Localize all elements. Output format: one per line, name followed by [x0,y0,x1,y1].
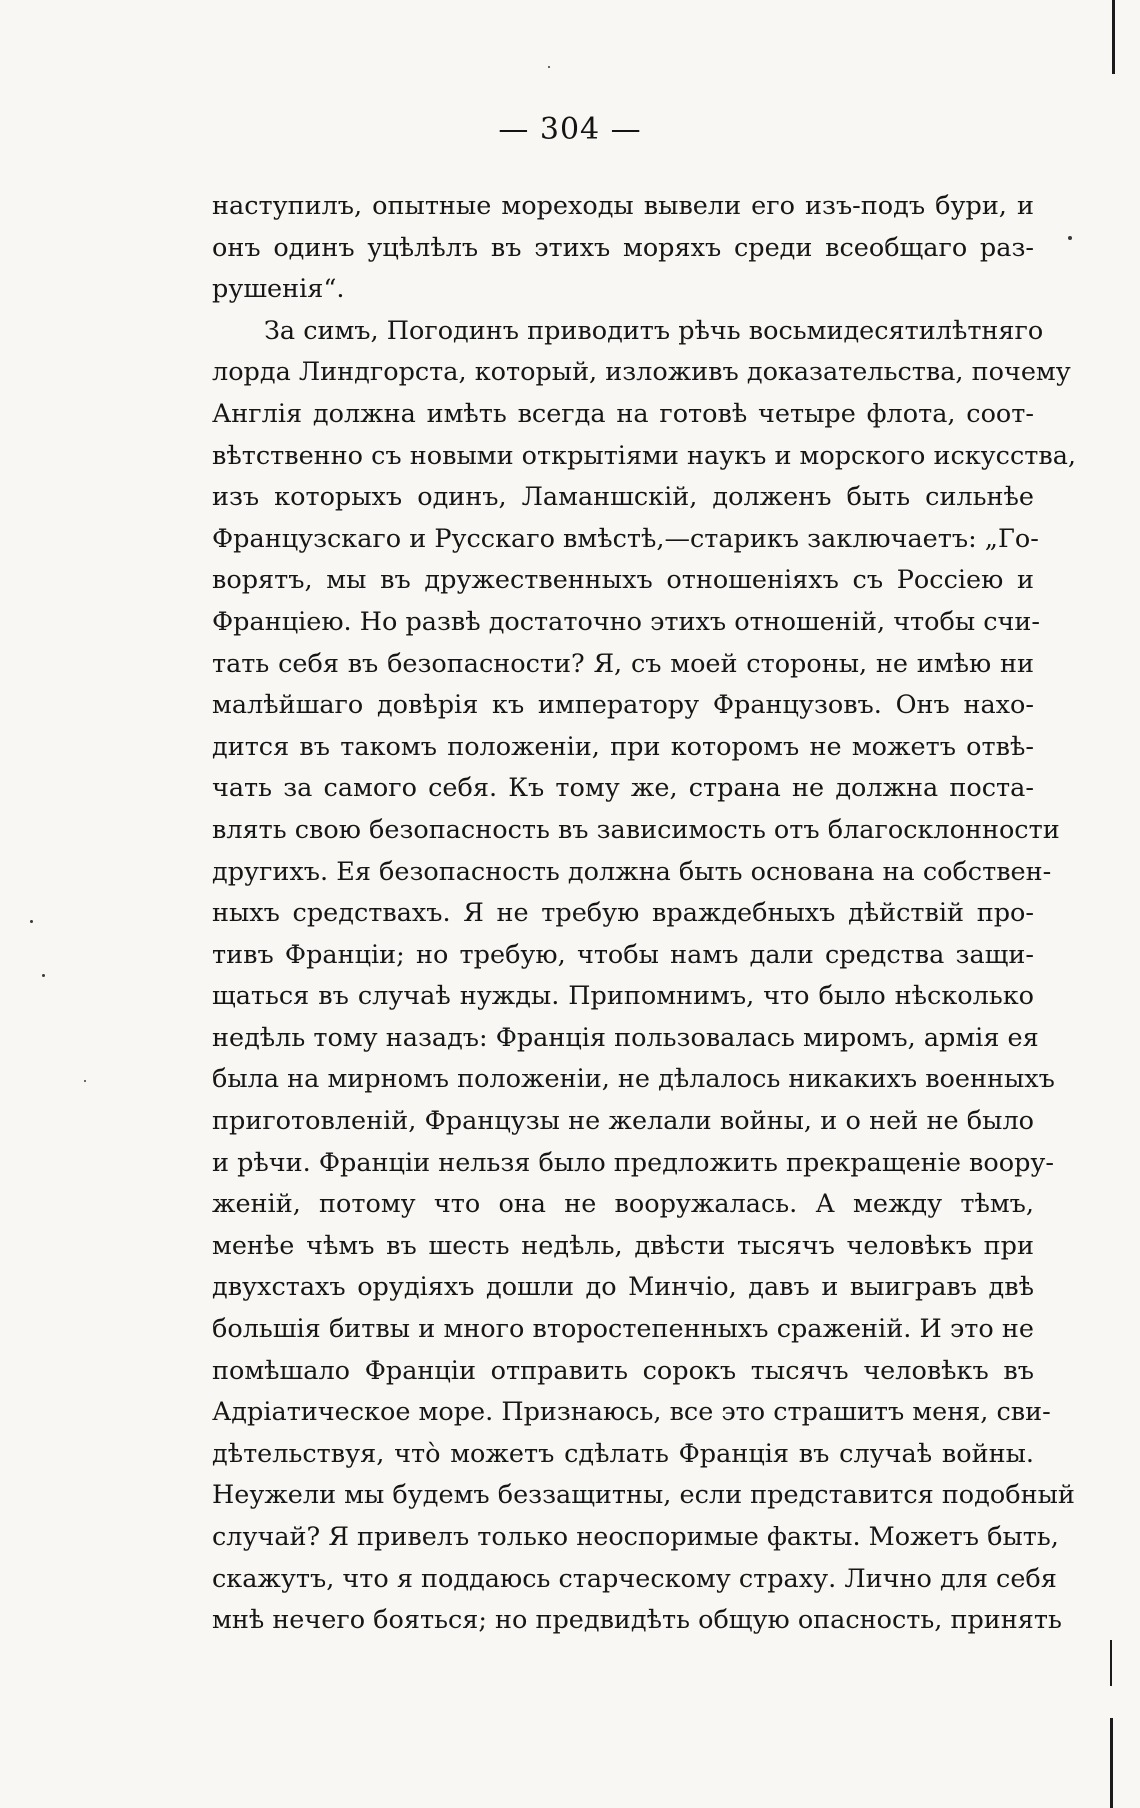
scan-edge-top [1112,0,1115,74]
text-line: мнѣ нечего бояться; но предвидѣть общую опасность, принять [212,1605,1062,1636]
text-line: скажутъ, что я поддаюсь старческому страху. Лично для себя [212,1563,1057,1594]
text-line: тать себя въ безопасности? Я, съ моей стороны, не имѣю ни [212,648,1034,679]
text-line: дится въ такомъ положеніи, при которомъ не можетъ отвѣ- [212,731,1034,762]
text-line: была на мирномъ положеніи, не дѣлалось никакихъ военныхъ [212,1064,1055,1095]
text-line: Французскаго и Русскаго вмѣстѣ,—старикъ заключаетъ: „Го- [212,523,1039,554]
body-text [212,186,1076,1642]
text-line: недѣль тому назадъ: Франція пользовалась миромъ, армія ея [212,1022,1039,1053]
text-line: наступилъ, опытные мореходы вывели его изъ-подъ бури, и [212,191,1034,221]
text-line: рушенія“. [212,274,345,305]
text-line: большія битвы и много второстепенныхъ сраженій. И это не [212,1314,1034,1345]
text-line: чать за самого себя. Къ тому же, страна не должна поста- [212,773,1034,804]
text-line: другихъ. Ея безопасность должна быть основана на собствен- [212,856,1052,887]
page-number: — 304 — [498,112,642,147]
scan-speck [30,920,33,923]
text-line: приготовленій, Французы не желали войны, и о ней не было [212,1106,1034,1137]
text-line: вѣтственно съ новыми открытіями наукъ и морского искусства, [212,440,1076,471]
scan-edge-mid [1110,1640,1112,1686]
text-line: малѣйшаго довѣрія къ императору Французовъ. Онъ нахо- [212,690,1034,721]
text-line: лорда Линдгорста, который, изложивъ доказательства, почему [212,357,1071,388]
text-line: женій, потому что она не вооружалась. А между тѣмъ, [212,1189,1034,1220]
paragraph-start-line: За симъ, Погодинъ приводитъ рѣчь восьмидесятилѣтняго [264,315,1044,346]
scan-speck [42,974,45,977]
text-line: Франціею. Но развѣ достаточно этихъ отношеній, чтобы счи- [212,606,1041,637]
text-line: Англія должна имѣть всегда на готовѣ четыре флота, соот- [212,398,1034,429]
text-line: двухстахъ орудіяхъ дошли до Минчіо, давъ и выигравъ двѣ [212,1272,1034,1303]
text-line: щаться въ случаѣ нужды. Припомнимъ, что было нѣсколько [212,981,1034,1012]
text-line: изъ которыхъ одинъ, Ламаншскій, долженъ быть сильнѣе [212,482,1034,513]
text-line: дѣтельствуя, что̀ можетъ сдѣлать Франція въ случаѣ войны. [212,1438,1034,1469]
text-line: случай? Я привелъ только неоспоримые факты. Можетъ быть, [212,1522,1059,1552]
scan-speck [84,1080,86,1082]
text-line: ныхъ средствахъ. Я не требую враждебныхъ дѣйствій про- [212,898,1034,929]
scan-speck [1068,236,1072,240]
text-line: Адріатическое море. Признаюсь, все это страшитъ меня, сви- [212,1397,1051,1428]
text-line: и рѣчи. Франціи нельзя было предложить прекращеніе воору- [212,1147,1055,1178]
text-line: помѣшало Франціи отправить сорокъ тысячъ человѣкъ въ [212,1355,1034,1386]
scan-speck [548,66,550,68]
text-line: тивъ Франціи; но требую, чтобы намъ дали средства защи- [212,939,1034,970]
text-line: влять свою безопасность въ зависимость отъ благосклонности [212,814,1060,845]
text-line: Неужели мы будемъ беззащитны, если представится подобный [212,1480,1075,1511]
text-line: ворятъ, мы въ дружественныхъ отношеніяхъ съ Россіею и [212,565,1034,596]
text-line: онъ одинъ уцѣлѣлъ въ этихъ моряхъ среди всеобщаго раз- [212,232,1034,263]
text-line: менѣе чѣмъ въ шесть недѣль, двѣсти тысячъ человѣкъ при [212,1230,1034,1261]
scan-edge-bottom [1110,1718,1113,1808]
